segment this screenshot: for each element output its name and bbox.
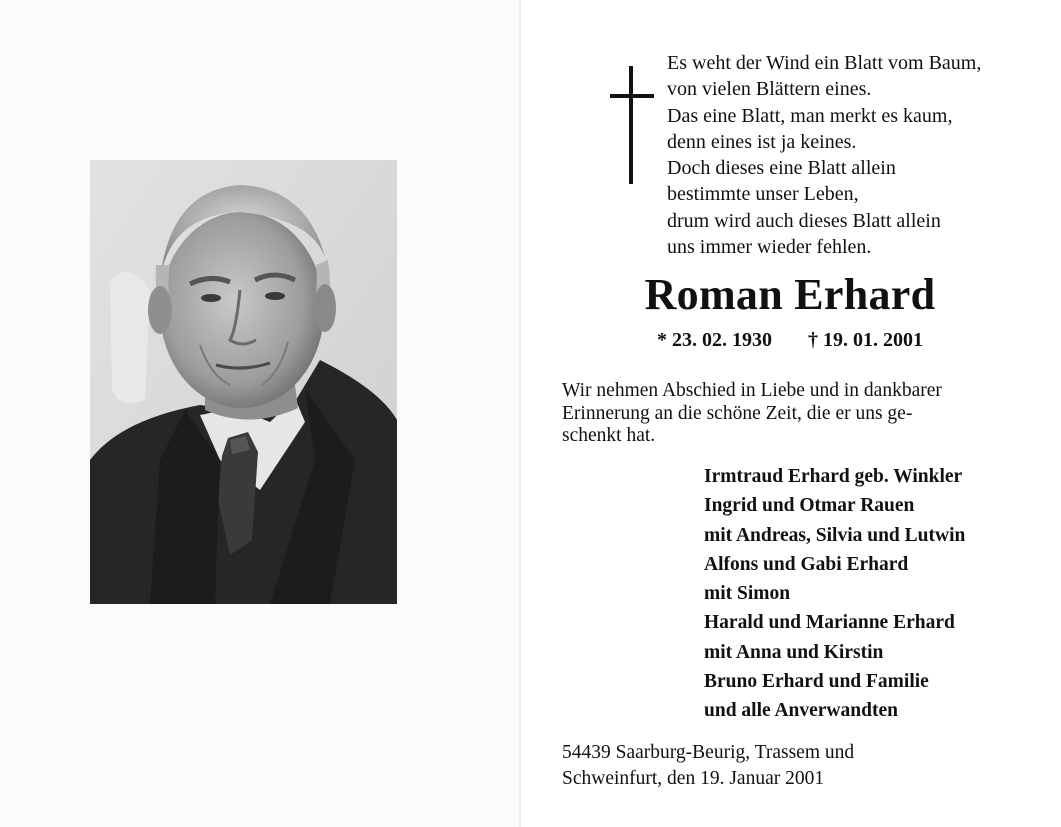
- mourner-line: mit Simon: [704, 583, 791, 605]
- birth-date: * 23. 02. 1930: [657, 329, 772, 351]
- poem-line: bestimmte unser Leben,: [667, 183, 859, 206]
- life-dates: [560, 326, 1020, 354]
- mourner-line: Alfons und Gabi Erhard: [704, 553, 909, 575]
- mourner-line: Ingrid und Otmar Rauen: [704, 495, 915, 517]
- poem: [667, 50, 1057, 260]
- mourner-line: Bruno Erhard und Familie: [704, 671, 929, 693]
- poem-line: uns immer wieder fehlen.: [667, 236, 872, 259]
- mourner-line: Harald und Marianne Erhard: [704, 612, 955, 634]
- poem-line: von vielen Blättern eines.: [667, 78, 872, 101]
- mourner-line: und alle Anverwandten: [704, 700, 898, 722]
- mourner-line: mit Anna und Kirstin: [704, 641, 884, 663]
- mourners-list: [704, 462, 1049, 726]
- poem-line: drum wird auch dieses Blatt allein: [667, 209, 941, 232]
- farewell-line: Erinnerung an die schöne Zeit, die er uns ge-: [562, 402, 913, 424]
- poem-line: Das eine Blatt, man merkt es kaum,: [667, 104, 953, 127]
- poem-line: denn eines ist ja keines.: [667, 130, 857, 153]
- poem-line: Es weht der Wind ein Blatt vom Baum,: [667, 52, 982, 74]
- mourner-line: Irmtraud Erhard geb. Winkler: [704, 466, 963, 487]
- place-line: 54439 Saarburg-Beurig, Trassem und: [562, 742, 855, 763]
- death-date: † 19. 01. 2001: [808, 329, 923, 351]
- farewell-line: Wir nehmen Abschied in Liebe und in dankbarer: [562, 380, 942, 401]
- place-and-date: [562, 740, 1022, 792]
- cross-icon: [610, 66, 654, 184]
- place-line: Schweinfurt, den 19. Januar 2001: [562, 768, 825, 789]
- portrait-photo: [90, 160, 397, 604]
- farewell-line: schenkt hat.: [562, 425, 656, 446]
- mourner-line: mit Andreas, Silvia und Lutwin: [704, 524, 966, 546]
- farewell-text: [562, 380, 1022, 448]
- left-page: [0, 0, 520, 827]
- deceased-name: Roman Erhard: [644, 270, 936, 319]
- poem-line: Doch dieses eine Blatt allein: [667, 157, 896, 180]
